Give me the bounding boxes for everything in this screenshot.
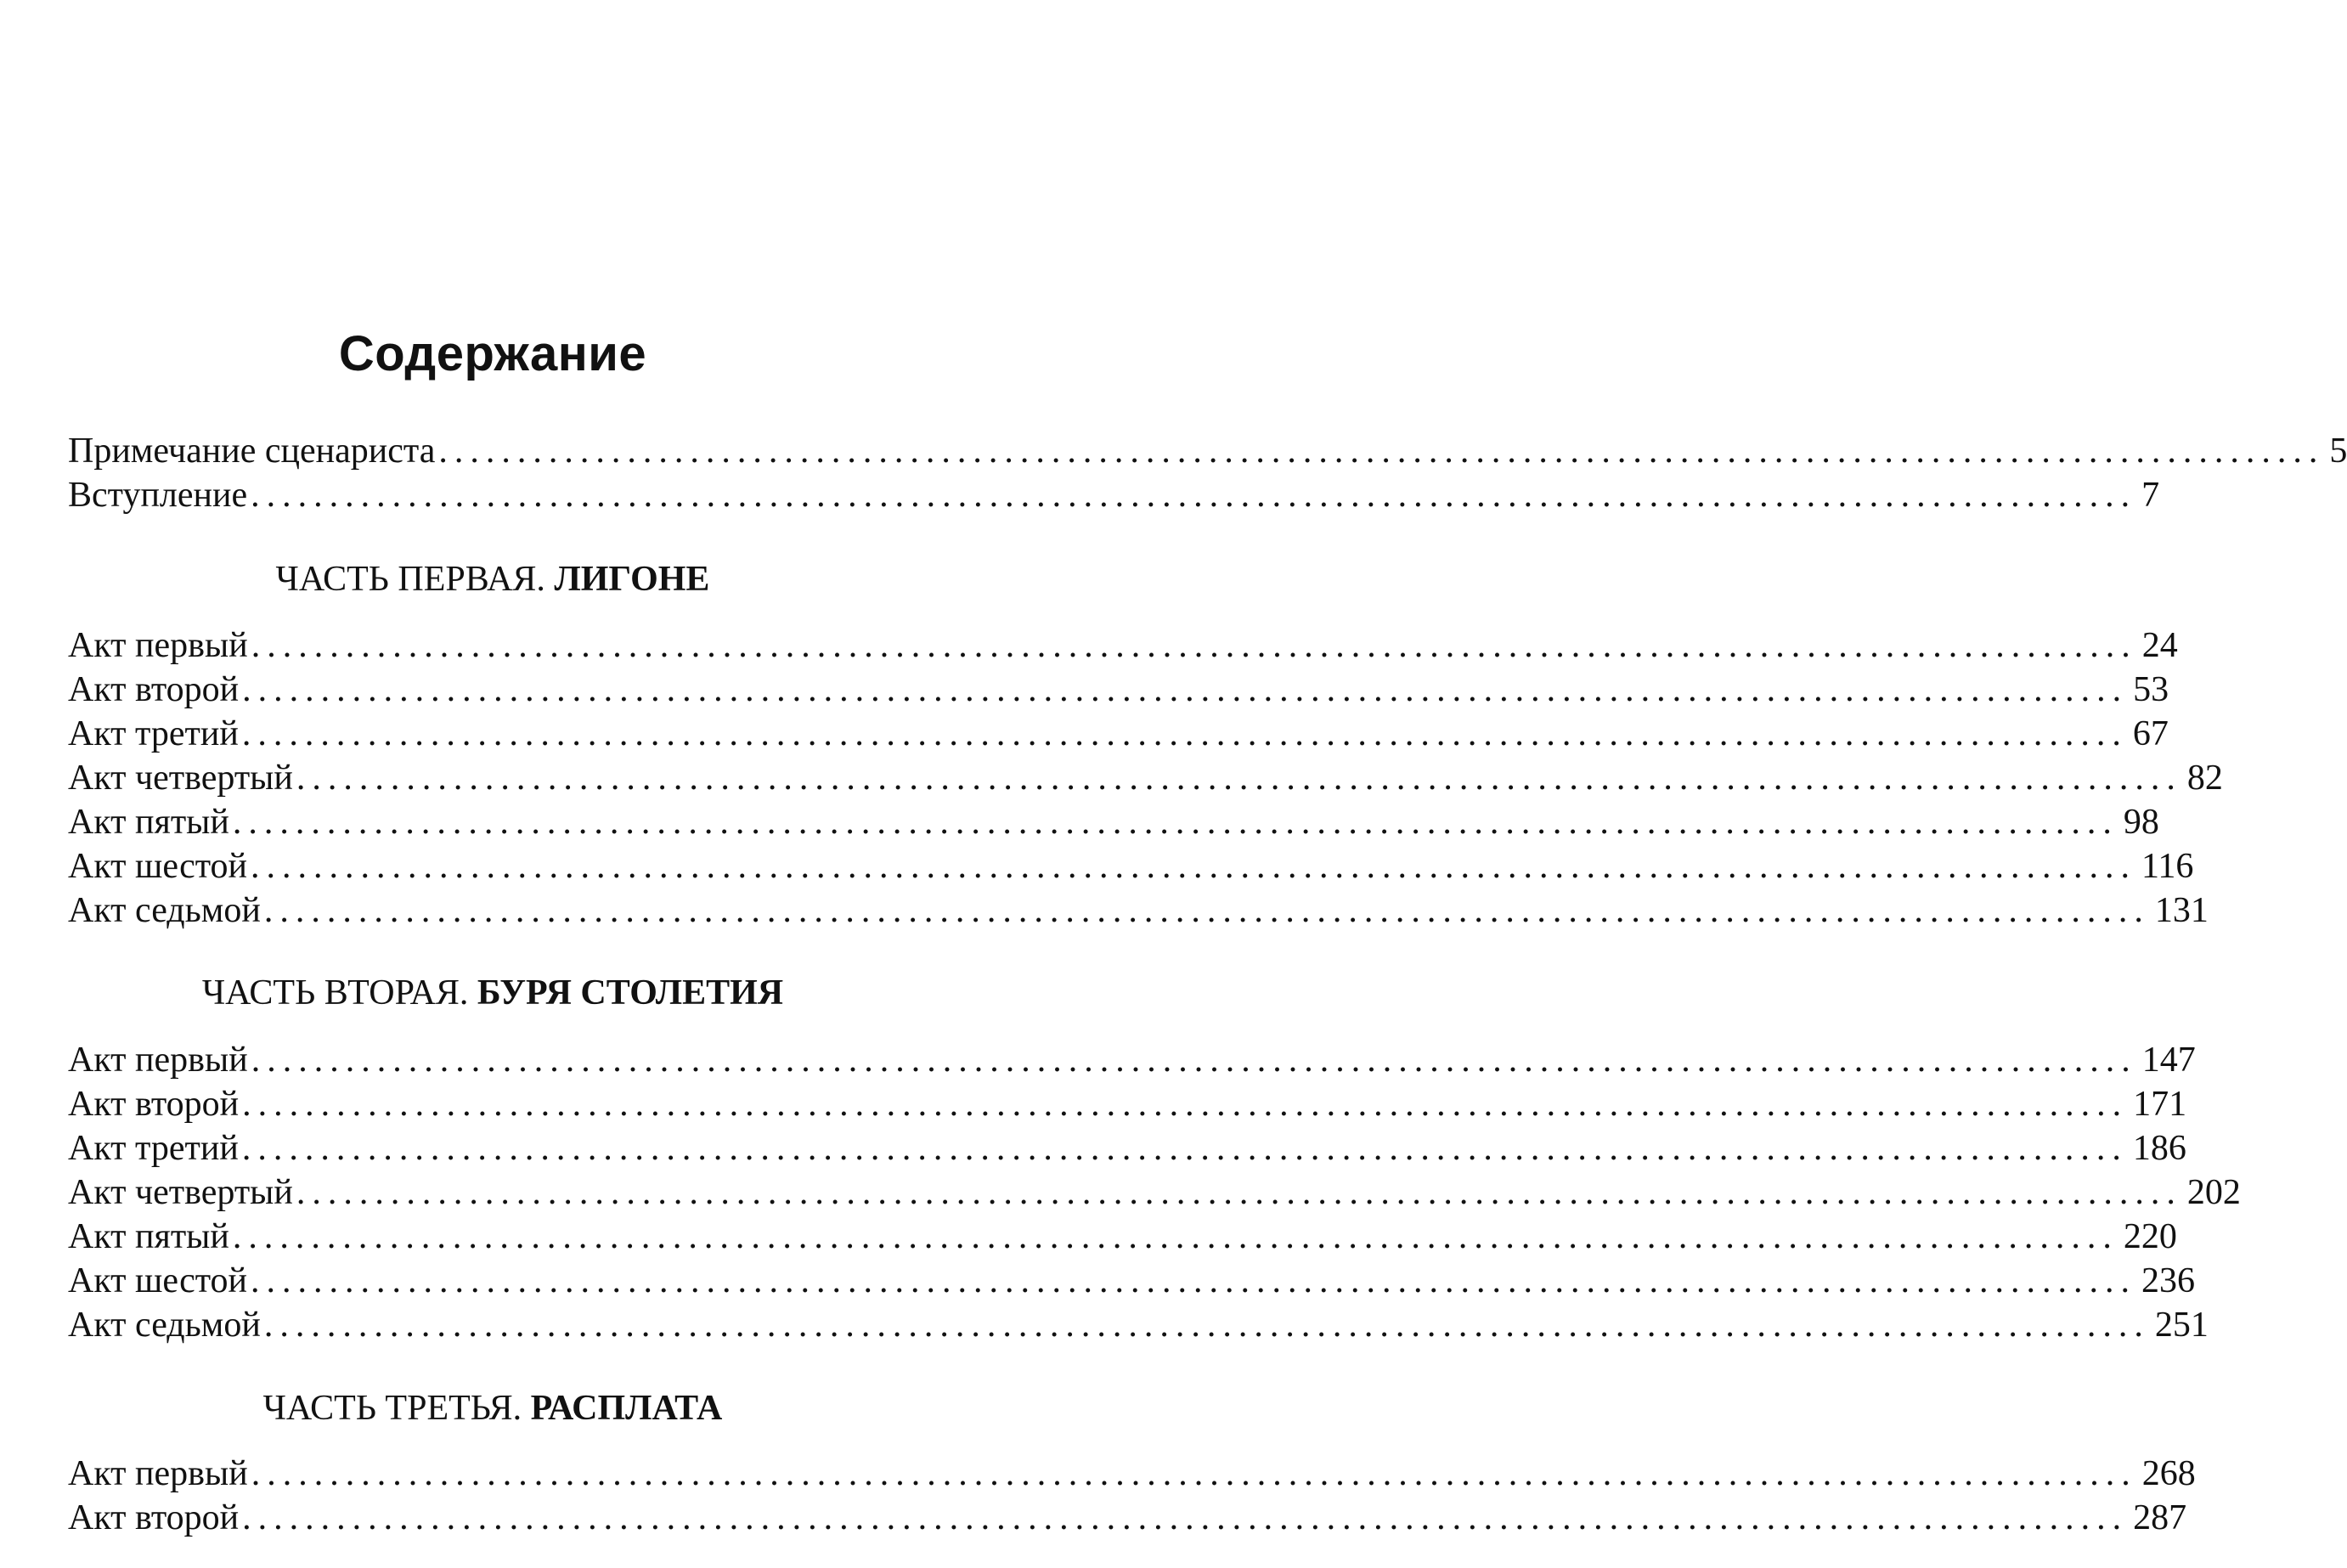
- leader-dots: ........................................................................................................................: [232, 803, 2119, 842]
- toc-entry-page: 7: [2141, 476, 2160, 515]
- toc-entry-script-note[interactable]: [68, 429, 2347, 473]
- toc-entry-label: Акт пятый: [68, 803, 229, 842]
- leader-dots: ........................................................................................................................: [242, 1498, 2129, 1537]
- toc-entry-page: 5: [2329, 431, 2347, 471]
- leader-dots: ........................................................................................................................: [250, 847, 2136, 886]
- part-1-acts: [68, 623, 2223, 933]
- toc-entry-page: 186: [2132, 1129, 2186, 1168]
- toc-entry-introduction[interactable]: [68, 473, 2160, 517]
- toc-entry[interactable]: [68, 844, 2194, 888]
- part-3-acts: [68, 1452, 2196, 1540]
- toc-entry-label: Вступление: [68, 476, 248, 515]
- toc-entry-label: Акт шестой: [68, 847, 247, 886]
- leader-dots: ........................................................................................................................: [242, 670, 2129, 709]
- toc-entry-page: 147: [2141, 1041, 2196, 1080]
- toc-entry[interactable]: [68, 623, 2178, 668]
- page-title: Содержание: [338, 326, 647, 381]
- toc-entry-page: 67: [2132, 714, 2169, 753]
- part-3-prefix: ЧАСТЬ ТРЕТЬЯ.: [262, 1389, 522, 1428]
- toc-entry-page: 82: [2186, 759, 2223, 798]
- toc-entry-label: Акт первый: [68, 626, 248, 665]
- toc-entry[interactable]: [68, 1452, 2196, 1496]
- part-3-heading: [0, 1386, 985, 1430]
- toc-entry-label: Акт первый: [68, 1454, 248, 1493]
- part-2-heading: [0, 971, 985, 1015]
- toc-entry-label: Акт второй: [68, 1498, 240, 1537]
- toc-front-list: [68, 429, 2347, 517]
- leader-dots: ........................................................................................................................: [232, 1217, 2119, 1256]
- toc-entry-label: Акт третий: [68, 714, 239, 753]
- leader-dots: ........................................................................................................................: [263, 1306, 2150, 1345]
- toc-entry[interactable]: [68, 800, 2159, 844]
- toc-entry[interactable]: [68, 1038, 2196, 1082]
- leader-dots: ........................................................................................................................: [241, 714, 2128, 753]
- part-2-name: БУРЯ СТОЛЕТИЯ: [477, 973, 784, 1012]
- part-2-prefix: ЧАСТЬ ВТОРАЯ.: [201, 973, 469, 1012]
- toc-entry-label: Акт седьмой: [68, 891, 261, 930]
- toc-entry-label: Акт шестой: [68, 1261, 247, 1300]
- toc-entry-label: Акт третий: [68, 1129, 239, 1168]
- toc-entry-page: 24: [2141, 626, 2178, 665]
- toc-entry-page: 171: [2133, 1085, 2187, 1124]
- toc-entry[interactable]: [68, 1303, 2209, 1347]
- part-3-name: РАСПЛАТА: [530, 1389, 723, 1428]
- leader-dots: ........................................................................................................................: [438, 431, 2325, 471]
- leader-dots: ........................................................................................................................: [241, 1129, 2128, 1168]
- toc-entry-label: Акт первый: [68, 1041, 248, 1080]
- toc-entry[interactable]: [68, 1496, 2187, 1540]
- toc-entry[interactable]: [68, 1170, 2241, 1215]
- toc-entry[interactable]: [68, 668, 2169, 712]
- toc-entry-page: 116: [2141, 847, 2194, 886]
- leader-dots: ........................................................................................................................: [251, 476, 2137, 515]
- toc-entry[interactable]: [68, 1126, 2186, 1170]
- part-2-acts: [68, 1038, 2241, 1347]
- toc-entry-page: 53: [2133, 670, 2169, 709]
- leader-dots: ........................................................................................................................: [263, 891, 2150, 930]
- part-1-heading: [0, 557, 985, 601]
- toc-entry-label: Акт седьмой: [68, 1306, 261, 1345]
- toc-entry-page: 268: [2141, 1454, 2196, 1493]
- toc-entry-label: Акт четвертый: [68, 759, 293, 798]
- toc-entry-page: 220: [2123, 1217, 2177, 1256]
- leader-dots: ........................................................................................................................: [296, 1173, 2182, 1212]
- leader-dots: ........................................................................................................................: [242, 1085, 2129, 1124]
- leader-dots: ........................................................................................................................: [251, 1454, 2137, 1493]
- toc-entry-page: 236: [2141, 1261, 2195, 1300]
- toc-entry[interactable]: [68, 888, 2209, 933]
- part-1-name: ЛИГОНЕ: [554, 560, 710, 599]
- toc-entry[interactable]: [68, 1259, 2195, 1303]
- toc-entry[interactable]: [68, 712, 2169, 756]
- toc-entry[interactable]: [68, 756, 2223, 800]
- leader-dots: ........................................................................................................................: [250, 1261, 2136, 1300]
- toc-entry-page: 202: [2186, 1173, 2241, 1212]
- leader-dots: ........................................................................................................................: [251, 1041, 2137, 1080]
- toc-entry-page: 251: [2154, 1306, 2209, 1345]
- toc-entry[interactable]: [68, 1215, 2177, 1259]
- toc-entry[interactable]: [68, 1082, 2187, 1126]
- leader-dots: ........................................................................................................................: [251, 626, 2137, 665]
- leader-dots: ........................................................................................................................: [296, 759, 2182, 798]
- toc-entry-page: 287: [2133, 1498, 2187, 1537]
- part-1-prefix: ЧАСТЬ ПЕРВАЯ.: [275, 560, 545, 599]
- toc-entry-label: Акт четвертый: [68, 1173, 293, 1212]
- toc-entry-page: 131: [2154, 891, 2209, 930]
- toc-entry-page: 98: [2123, 803, 2159, 842]
- toc-entry-label: Акт второй: [68, 670, 240, 709]
- toc-entry-label: Акт второй: [68, 1085, 240, 1124]
- toc-entry-label: Примечание сценариста: [68, 431, 436, 471]
- toc-entry-label: Акт пятый: [68, 1217, 229, 1256]
